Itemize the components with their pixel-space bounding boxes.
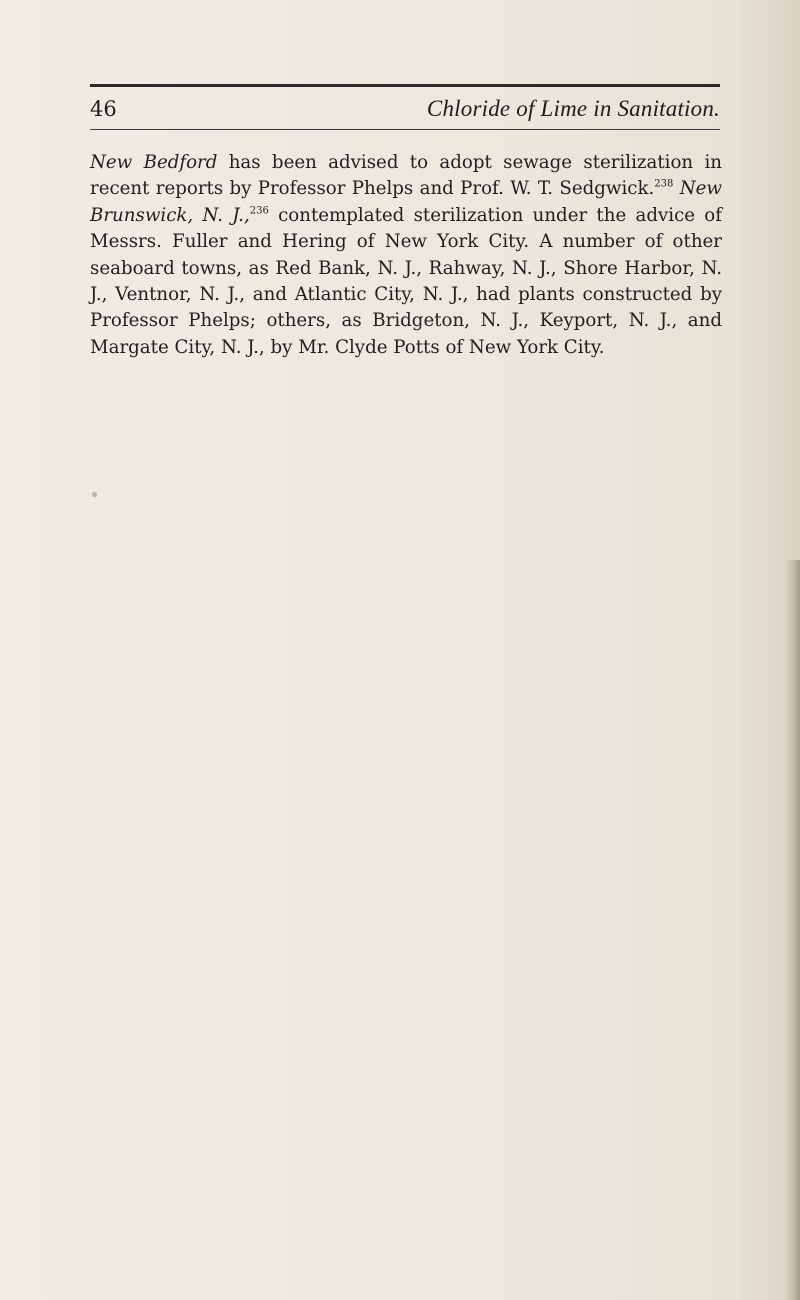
place-name-new-brunswick: New Brunswick, N. J., [90, 178, 722, 226]
page-number: 46 [90, 97, 117, 121]
running-head-title: Chloride of Lime in Sanitation. [426, 96, 720, 121]
footnote-ref-236: 236 [249, 205, 269, 217]
footnote-ref-238: 238 [654, 178, 674, 190]
body-text [90, 150, 722, 361]
paragraph-text-2: contemplated sterilization under the advice of Messrs. Fuller and Hering of New York City. A number of other seaboard towns, as Red Bank, N. J., Rahway, N. J., Shore Harbor, N. J., Ventnor, N. J., and Atlantic City, N. J., had plants constructed by Professor Phelps; others, as Bridgeton, N. J., Keyport, N. J., and Margate City, N. J., by Mr. Clyde Potts of New York City. [90, 204, 722, 358]
paper-speck [92, 492, 97, 497]
header-bottom-rule [90, 129, 720, 130]
paragraph-text-1: has been advised to adopt sewage sterilization in recent reports by Professor Phelps and Prof. W. T. Sedgwick. [90, 152, 722, 200]
page-edge-shadow [784, 560, 800, 1300]
body-paragraph [90, 150, 722, 361]
place-name-new-bedford: New Bedford [90, 152, 218, 173]
header-top-rule [90, 84, 720, 87]
